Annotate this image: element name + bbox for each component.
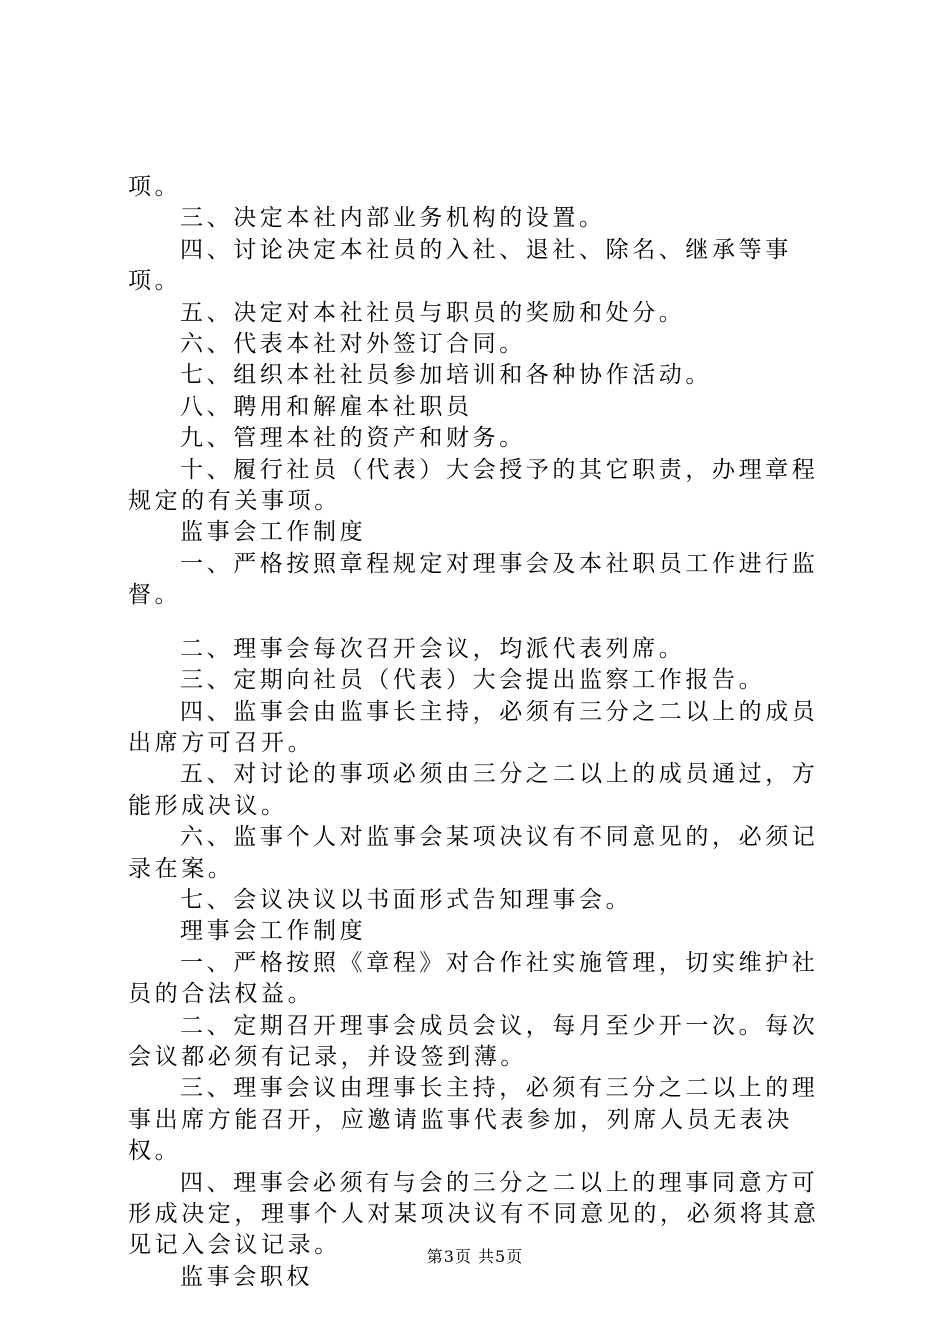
paragraph: 十、履行社员（代表）大会授予的其它职责，办理章程规定的有关事项。 [128, 456, 819, 515]
blank-line [128, 612, 840, 634]
section-heading: 监事会工作制度 [180, 519, 367, 546]
paragraph: 四、理事会必须有与会的三分之二以上的理事同意方可形成决定，理事个人对某项决议有不同意见的，必须将其意见记入会议记录。 [128, 1169, 820, 1259]
paragraph: 三、定期向社员（代表）大会提出监察工作报告。 [180, 667, 766, 694]
paragraph: 七、组织本社社员参加培训和各种协作活动。 [180, 362, 712, 389]
page-footer [0, 1244, 950, 1267]
paragraph: 三、理事会议由理事长主持，必须有三分之二以上的理事出席方能召开，应邀请监事代表参加，列席人员无表决权。 [128, 1075, 819, 1165]
paragraph: 二、定期召开理事会成员会议，每月至少开一次。每次会议都必须有记录，并设签到薄。 [128, 1012, 819, 1070]
paragraph: 三、决定本社内部业务机构的设置。 [180, 205, 606, 232]
paragraph: 六、监事个人对监事会某项决议有不同意见的，必须记录在案。 [128, 824, 819, 882]
paragraph: 五、对讨论的事项必须由三分之二以上的成员通过，方能形成决议。 [128, 761, 819, 819]
paragraph: 七、会议决议以书面形式告知理事会。 [180, 886, 633, 913]
paragraph: 二、理事会每次召开会议，均派代表列席。 [180, 635, 686, 662]
page-number-label: 第3页 共5页 [426, 1247, 524, 1266]
paragraph: 一、严格按照《章程》对合作社实施管理，切实维护社员的合法权益。 [128, 949, 819, 1008]
paragraph: 九、管理本社的资产和财务。 [180, 425, 526, 452]
paragraph: 五、决定对本社社员与职员的奖励和处分。 [180, 299, 686, 326]
paragraph: 八、聘用和解雇本社职员 [180, 393, 473, 420]
paragraph: 一、严格按照章程规定对理事会及本社职员工作进行监督。 [128, 550, 819, 609]
paragraph: 六、代表本社对外签订合同。 [180, 331, 526, 358]
section-heading: 监事会职权 [180, 1263, 313, 1290]
paragraph: 项。 [128, 174, 182, 200]
paragraph: 四、讨论决定本社员的入社、退社、除名、继承等事项。 [128, 236, 792, 295]
paragraph: 四、监事会由监事长主持，必须有三分之二以上的成员出席方可召开。 [128, 698, 819, 756]
section-heading: 理事会工作制度 [180, 918, 367, 945]
document-body [128, 172, 840, 1293]
